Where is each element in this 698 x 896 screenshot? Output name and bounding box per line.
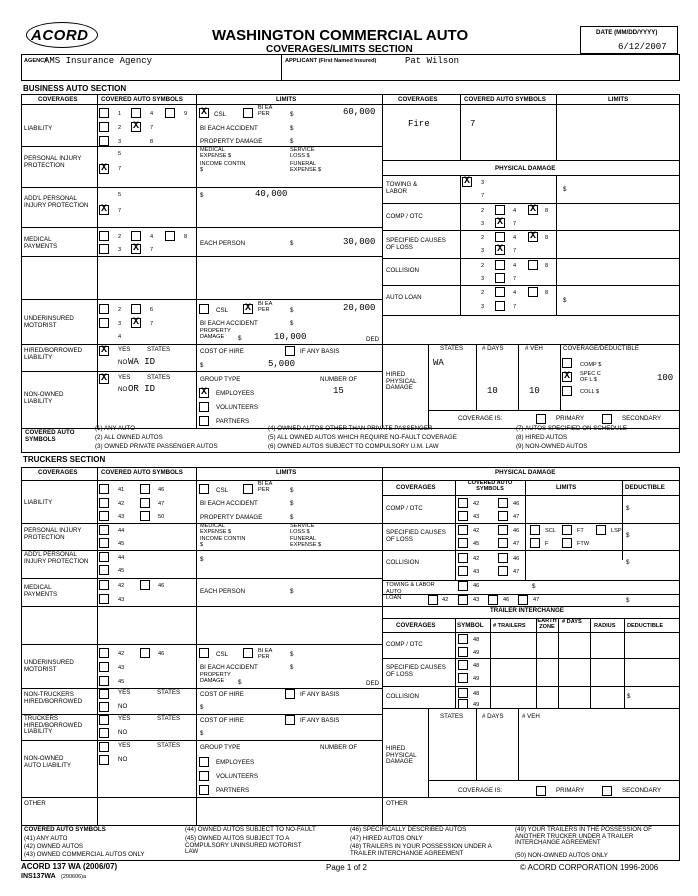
bas-legend-8: (8) HIRED AUTOS <box>516 434 568 441</box>
trk-ti-coll-48[interactable] <box>458 688 468 698</box>
bas-liab-sym-9[interactable] <box>165 108 175 118</box>
bas-legend-7: (7) AUTOS SPECIFIED ON SCHEDULE <box>516 425 627 432</box>
bas-legend-4: (4) OWNED AUTOS OTHER THAN PRIVATE PASSENGER <box>268 425 433 432</box>
bas-liab-sym-4[interactable] <box>131 108 141 118</box>
trk-legend-42: (42) OWNED AUTOS <box>24 843 84 850</box>
date-value[interactable]: 6/12/2007 <box>618 42 667 52</box>
bas-scol-sym-2[interactable] <box>495 232 505 242</box>
trk-truckers-any-basis[interactable] <box>285 715 295 725</box>
form-subtitle: COVERAGES/LIMITS SECTION <box>266 44 413 55</box>
trk-nontruck-any-basis[interactable] <box>285 689 295 699</box>
trk-bi-each-acc-label: BI EACH ACCIDENT <box>200 500 258 507</box>
trk-funeral-label: FUNERAL EXPENSE $ <box>290 536 322 548</box>
bas-liab-sym-2[interactable] <box>99 122 109 132</box>
bas-apip-label: ADD'L PERSONAL INJURY PROTECTION <box>24 195 89 209</box>
trk-legend-45: (45) OWNED AUTOS SUBJECT TO A COMPULSORY UNINSURED MOTORIST LAW <box>185 835 302 855</box>
trk-nontruck-cost-label: COST OF HIRE <box>200 691 244 698</box>
bas-legend-title: COVERED AUTO SYMBOLS <box>25 429 75 443</box>
bas-med-sym-4[interactable] <box>131 231 141 241</box>
bas-um-ded-label: DED <box>366 336 380 343</box>
trk-scol-sym-ft[interactable] <box>562 525 572 535</box>
trk-liab-sym-42[interactable] <box>99 498 109 508</box>
bas-med-sym-8[interactable] <box>165 231 175 241</box>
trk-lsp-label: LSP <box>611 528 622 534</box>
bas-towing-label: TOWING & LABOR <box>386 181 418 195</box>
trk-ti-comp-label: COMP / OTC <box>386 641 423 648</box>
bas-employees-check[interactable]: X <box>200 387 207 398</box>
trk-um-csl-label: CSL <box>216 651 229 658</box>
trk-um-sym-43[interactable] <box>99 662 109 672</box>
trk-autoloan-label: AUTO LOAN <box>386 589 402 601</box>
trk-trailer-title: TRAILER INTERCHANGE <box>490 607 564 614</box>
trk-coll-sym-43[interactable] <box>458 566 468 576</box>
trk-scol-sym-scl[interactable] <box>530 525 540 535</box>
bas-phys-damage-title: PHYSICAL DAMAGE <box>495 165 556 172</box>
bas-secondary-label: SECONDARY <box>622 415 662 422</box>
bas-hpd-comp-label: COMP $ <box>580 362 602 368</box>
trk-phys-damage-title: PHYSICAL DAMAGE <box>495 469 556 476</box>
bas-col-symbols: COVERED AUTO SYMBOLS <box>101 96 183 103</box>
trk-nonowned-label: NON-OWNED AUTO LIABILITY <box>24 755 71 769</box>
trk-um-sym-42[interactable] <box>99 648 109 658</box>
trk-ftw-label: FTW <box>577 541 590 547</box>
bas-um-bi-ea[interactable]: X <box>244 303 251 314</box>
bas-medpay-limit[interactable]: 30,000 <box>343 237 376 247</box>
trk-col-symbols: COVERED AUTO SYMBOLS <box>101 469 183 476</box>
trk-ti-scol-48[interactable] <box>458 660 468 670</box>
bas-volunteers-label: VOLUNTEERS <box>216 404 258 411</box>
trk-loan-sym-43[interactable] <box>458 595 468 605</box>
bas-primary-check[interactable] <box>536 414 546 424</box>
bas-coll-sym-7[interactable] <box>495 273 505 283</box>
bas-income-label: INCOME CONTIN $ <box>200 161 246 173</box>
bas-hpd-veh-label: # VEH <box>525 345 543 352</box>
bas-hpd-scol-check[interactable]: X <box>563 371 570 382</box>
trk-each-person-label: EACH PERSON <box>200 588 246 595</box>
trk-truckers-no-label: NO <box>118 729 128 736</box>
bas-nonowned-label: NON-OWNED LIABILITY <box>24 391 64 405</box>
trk-um-label: UNDERINSURED MOTORIST <box>24 659 74 673</box>
trk-truckers-states-label: STATES <box>157 715 181 722</box>
footer-form-id: ACORD 137 WA (2006/07) <box>21 862 118 871</box>
trk-income-label: INCOME CONTIN $ <box>200 536 246 548</box>
bas-hired-yes[interactable]: X <box>100 345 107 356</box>
trk-truckers-yes-label: YES <box>118 715 131 722</box>
trk-bi-ea-per-label: BI EA PER <box>258 481 272 493</box>
bas-pip-label: PERSONAL INJURY PROTECTION <box>24 155 82 169</box>
trk-cov-is-label: COVERAGE IS: <box>458 787 503 794</box>
bas-comp-label: COMP / OTC <box>386 213 423 220</box>
trk-legend-title: COVERED AUTO SYMBOLS <box>24 826 106 833</box>
trk-nontruck-states-label: STATES <box>157 689 181 696</box>
bas-partners-label: PARTNERS <box>216 418 250 425</box>
bas-legend-3: (3) OWNED PRIVATE PASSENGER AUTOS <box>95 443 218 450</box>
acord-logo-text: ACORD <box>31 27 89 44</box>
bas-autoloan-label: AUTO LOAN <box>386 294 422 301</box>
bas-loan-sym-8[interactable] <box>528 287 538 297</box>
trk-apip-sym-44[interactable] <box>99 552 109 562</box>
trk-um-bi-each-acc-label: BI EACH ACCIDENT <box>200 664 258 671</box>
bas-loan-sym-7[interactable] <box>495 301 505 311</box>
bas-medpay-label: MEDICAL PAYMENTS <box>24 236 58 250</box>
agency-value[interactable]: AMS Insurance Agency <box>44 56 153 66</box>
trk-comp-sym-42[interactable] <box>458 498 468 508</box>
bas-hpd-state[interactable]: WA <box>433 358 444 368</box>
bas-service-label: SERVICE LOSS $ <box>290 147 315 159</box>
bas-group-type-label: GROUP TYPE <box>200 376 241 383</box>
trk-ti-col-trailers: # TRAILERS <box>493 623 526 629</box>
trk-liab-sym-46[interactable] <box>140 484 150 494</box>
date-label: DATE (MM/DD/YYYY) <box>596 29 658 36</box>
trk-ti-scol-49[interactable] <box>458 673 468 683</box>
bas-liab-sym-3[interactable] <box>99 136 109 146</box>
bas-other-coverage[interactable]: Fire <box>408 119 430 129</box>
trk-pd-col-limits: LIMITS <box>556 484 577 491</box>
trk-medpay-label: MEDICAL PAYMENTS <box>24 584 58 598</box>
trk-truckers-yes[interactable] <box>99 715 109 725</box>
trk-legend-46: (46) SPECIFICALLY DESCRIBED AUTOS <box>350 826 467 833</box>
trk-med-sym-43[interactable] <box>99 594 109 604</box>
bas-coll-sym-2[interactable] <box>495 260 505 270</box>
bas-med-sym-3[interactable] <box>99 244 109 254</box>
trk-med-exp-label: MEDICAL EXPENSE $ <box>200 523 232 535</box>
bas-hpd-label: HIRED PHYSICAL DAMAGE <box>386 371 417 391</box>
trk-pd-label: PROPERTY DAMAGE <box>200 514 263 521</box>
bas-r-col-coverages: COVERAGES <box>398 96 438 103</box>
bas-liability-label: LIABILITY <box>24 125 53 132</box>
trk-nontruck-label: NON-TRUCKERS HIRED/BORROWED <box>24 691 83 705</box>
bas-comp-sym-2[interactable] <box>495 205 505 215</box>
trk-nontruck-any-basis-label: IF ANY BASIS <box>300 691 340 698</box>
trk-f-label: F <box>545 541 549 547</box>
bas-any-basis-check[interactable] <box>285 346 295 356</box>
trk-nontruck-no-label: NO <box>118 703 128 710</box>
trk-loan-sym-47[interactable] <box>518 595 528 605</box>
trk-ft-label: FT <box>577 528 584 534</box>
trk-ti-col-coverages: COVERAGES <box>396 622 436 629</box>
trk-nontruck-no[interactable] <box>99 702 109 712</box>
trk-nonowned-yes-label: YES <box>118 742 131 749</box>
bas-apip-sym-7[interactable]: X <box>100 204 107 215</box>
trk-primary-label: PRIMARY <box>556 787 585 794</box>
footer-copyright: © ACORD CORPORATION 1996-2006 <box>520 863 659 872</box>
trk-ti-col-earth-zone: EARTH ZONE <box>537 618 557 630</box>
trk-scol-label: SPECIFIED CAUSES OF LOSS <box>386 529 446 543</box>
bas-um-sym-6[interactable] <box>131 304 141 314</box>
trk-towing-label: TOWING & LABOR <box>386 582 435 588</box>
bas-hired-states-label: STATES <box>147 346 171 353</box>
applicant-value[interactable]: Pat Wilson <box>405 56 460 66</box>
bas-comp-sym-7[interactable]: X <box>496 217 503 228</box>
bas-nonowned-states[interactable]: OR ID <box>128 384 156 394</box>
trk-hpd-states-label: STATES <box>440 713 464 720</box>
trk-hpd-veh-label: # VEH <box>522 713 540 720</box>
trk-liability-label: LIABILITY <box>24 499 53 506</box>
bas-scol-label: SPECIFIED CAUSES OF LOSS <box>386 237 446 251</box>
bas-primary-label: PRIMARY <box>556 415 585 422</box>
trk-pd-col-deductible: DEDUCTIBLE <box>625 484 665 491</box>
trk-nonowned-yes[interactable] <box>99 742 109 752</box>
form-title: WASHINGTON COMMERCIAL AUTO <box>212 27 469 44</box>
trk-volunteers-check[interactable] <box>199 771 209 781</box>
trk-scol-sym-46[interactable] <box>498 525 508 535</box>
trk-um-ded-label: DED <box>366 680 380 687</box>
trk-comp-sym-43[interactable] <box>458 511 468 521</box>
trk-nontruck-yes-label: YES <box>118 689 131 696</box>
bas-hpd-ded[interactable]: 100 <box>657 373 674 383</box>
bas-comp-sym-8[interactable]: X <box>529 204 536 215</box>
bas-secondary-check[interactable] <box>602 414 612 424</box>
trk-secondary-check[interactable] <box>602 786 612 796</box>
bas-um-sym-3[interactable] <box>99 318 109 328</box>
bas-scol-sym-8[interactable]: X <box>529 231 536 242</box>
bas-hired-label: HIRED/BORROWED LIABILITY <box>24 347 83 361</box>
bas-hired-limit[interactable]: 5,000 <box>268 359 296 369</box>
bas-r-col-symbols: COVERED AUTO SYMBOLS <box>464 96 546 103</box>
trk-legend-48: (48) TRAILERS IN YOUR POSSESSION UNDER A TRAILER INTERCHANGE AGREEMENT <box>350 843 492 857</box>
bas-hpd-comp-check[interactable] <box>562 358 572 368</box>
bas-hired-states[interactable]: WA ID <box>128 357 156 367</box>
truckers-title: TRUCKERS SECTION <box>23 455 106 464</box>
bas-um-csl[interactable] <box>199 304 209 314</box>
bas-collision-label: COLLISION <box>386 267 420 274</box>
trk-legend-43: (43) OWNED COMMERCIAL AUTOS ONLY <box>24 851 145 858</box>
trk-col-coverages: COVERAGES <box>38 469 78 476</box>
bas-um-limit[interactable]: 20,000 <box>343 303 376 313</box>
trk-liab-sym-47[interactable] <box>140 498 150 508</box>
trk-collision-label: COLLISION <box>386 559 420 566</box>
trk-liab-bi-ea[interactable] <box>243 484 253 494</box>
trk-legend-41: (41) ANY AUTO <box>24 835 68 842</box>
bas-liab-sym-7[interactable]: X <box>132 121 139 132</box>
bas-um-csl-label: CSL <box>216 307 229 314</box>
bas-loan-sym-2[interactable] <box>495 287 505 297</box>
bas-col-coverages: COVERAGES <box>38 96 78 103</box>
truckers-grid <box>21 467 680 861</box>
bas-hpd-coll-label: COLL $ <box>580 389 600 395</box>
trk-hpd-days-label: # DAYS <box>482 713 504 720</box>
trk-scol-sym-lsp[interactable] <box>596 525 606 535</box>
trk-loan-sym-46[interactable] <box>488 595 498 605</box>
bas-hired-yes-label: YES <box>118 346 131 353</box>
bas-um-label: UNDERINSURED MOTORIST <box>24 315 74 329</box>
trk-um-pd-label: PROPERTY DAMAGE <box>200 672 231 684</box>
trk-legend-49: (49) YOUR TRAILERS IN THE POSSESSION OF ANOTHER TRUCKER UNDER A TRAILER INTERCHANGE AGREEMENT <box>515 826 652 846</box>
bas-hpd-states-label: STATES <box>440 345 464 352</box>
trk-um-sym-45[interactable] <box>99 676 109 686</box>
bas-um-sym-2[interactable] <box>99 304 109 314</box>
bas-liab-csl[interactable]: X <box>200 107 207 118</box>
trk-med-sym-42[interactable] <box>99 580 109 590</box>
trk-legend-50: (50) NON-OWNED AUTOS ONLY <box>515 852 608 859</box>
trk-loan-sym-42[interactable] <box>428 595 438 605</box>
bas-col-limits: LIMITS <box>276 96 297 103</box>
footer-ins-code: INS137WA <box>21 873 56 880</box>
trk-um-bi-ea-per-label: BI EA PER <box>258 648 272 660</box>
trk-ti-col-days: # DAYS <box>562 619 582 625</box>
trk-med-sym-46[interactable] <box>140 580 150 590</box>
trk-um-bi-ea[interactable] <box>243 648 253 658</box>
trk-volunteers-label: VOLUNTEERS <box>216 773 258 780</box>
trk-apip-sym-45[interactable] <box>99 565 109 575</box>
bas-partners-check[interactable] <box>199 416 209 426</box>
trk-ti-col-deductible: DEDUCTIBLE <box>627 623 664 629</box>
trk-employees-check[interactable] <box>199 757 209 767</box>
bas-med-sym-2[interactable] <box>99 231 109 241</box>
bas-coll-sym-8[interactable] <box>528 260 538 270</box>
bas-nonowned-no-label: NO <box>118 386 128 393</box>
trk-employees-label: EMPLOYEES <box>216 759 255 766</box>
trk-um-csl[interactable] <box>199 648 209 658</box>
trk-col-limits: LIMITS <box>276 469 297 476</box>
bas-legend-1: (1) ANY AUTO <box>95 425 136 432</box>
trk-liab-sym-41[interactable] <box>99 484 109 494</box>
trk-service-label: SERVICE LOSS $ <box>290 523 315 535</box>
business-auto-title: BUSINESS AUTO SECTION <box>23 84 127 93</box>
bas-um-bi-ea-per-label: BI EA PER <box>258 301 272 313</box>
bas-um-sym-7[interactable]: X <box>132 317 139 328</box>
bas-hired-no-label: NO <box>118 359 128 366</box>
bas-employees-number[interactable]: 15 <box>333 386 344 396</box>
trk-legend-44: (44) OWNED AUTOS SUBJECT TO NO-FAULT <box>185 826 316 833</box>
trk-number-of-label: NUMBER OF <box>320 744 358 751</box>
trk-pip-sym-44[interactable] <box>99 525 109 535</box>
bas-liab-limit[interactable]: 60,000 <box>343 107 376 117</box>
bas-med-exp-label: MEDICAL EXPENSE $ <box>200 147 232 159</box>
trk-liab-sym-43[interactable] <box>99 511 109 521</box>
trk-scol-sym-47[interactable] <box>498 538 508 548</box>
bas-nonowned-yes[interactable]: X <box>100 373 107 384</box>
trk-csl-label: CSL <box>216 487 229 494</box>
bas-um-pd-label: PROPERTY DAMAGE <box>200 328 231 340</box>
trk-ti-col-symbol: SYMBOL <box>457 622 484 629</box>
trk-hpd-label: HIRED PHYSICAL DAMAGE <box>386 745 417 765</box>
bas-pd-label: PROPERTY DAMAGE <box>200 138 263 145</box>
trk-ti-collision-label: COLLISION <box>386 693 420 700</box>
bas-um-bi-each-acc-label: BI EACH ACCIDENT <box>200 320 258 327</box>
trk-nonowned-no[interactable] <box>99 755 109 765</box>
trk-truckers-cost-label: COST OF HIRE <box>200 717 244 724</box>
bas-um-pd-value[interactable]: 10,000 <box>274 332 307 342</box>
trk-ti-comp-49[interactable] <box>458 647 468 657</box>
trk-truckers-no[interactable] <box>99 728 109 738</box>
trk-nontruck-yes[interactable] <box>99 689 109 699</box>
trk-secondary-label: SECONDARY <box>622 787 662 794</box>
trk-coll-sym-47[interactable] <box>498 566 508 576</box>
trk-ti-comp-48[interactable] <box>458 634 468 644</box>
bas-hpd-veh[interactable]: 10 <box>529 386 540 396</box>
footer-ins-date: (200606)a <box>61 874 87 880</box>
bas-med-sym-7[interactable]: X <box>132 243 139 254</box>
trk-pd-other-label: OTHER <box>386 800 408 807</box>
bas-apip-limit[interactable]: 40,000 <box>255 189 288 199</box>
trk-apip-label: ADD'L PERSONAL INJURY PROTECTION <box>24 551 89 565</box>
trk-group-type-label: GROUP TYPE <box>200 744 241 751</box>
trk-coll-sym-42[interactable] <box>458 553 468 563</box>
trk-coll-sym-46[interactable] <box>498 553 508 563</box>
bas-hpd-scol-label: SPEC C OF L $ <box>580 371 601 383</box>
trk-tow-sym-46[interactable] <box>458 581 468 591</box>
bas-employees-label: EMPLOYEES <box>216 390 255 397</box>
trk-um-sym-46[interactable] <box>140 648 150 658</box>
bas-cost-hire-label: COST OF HIRE <box>200 348 244 355</box>
bas-nonowned-yes-label: YES <box>118 374 131 381</box>
bas-legend-5: (5) ALL OWNED AUTOS WHICH REQUIRE NO-FAULT COVERAGE <box>268 434 457 441</box>
trk-ti-col-radius: RADIUS <box>594 623 616 629</box>
trk-partners-check[interactable] <box>199 785 209 795</box>
bas-funeral-label: FUNERAL EXPENSE $ <box>290 161 322 173</box>
bas-hpd-coll-check[interactable] <box>562 386 572 396</box>
trk-liab-sym-50[interactable] <box>140 511 150 521</box>
bas-hpd-cov-ded-label: COVERAGE/DEDUCTIBLE <box>563 345 639 352</box>
trk-pip-sym-45[interactable] <box>99 538 109 548</box>
trk-legend-47: (47) HIRED AUTOS ONLY <box>350 835 423 842</box>
trk-ti-coll-49[interactable] <box>458 699 468 709</box>
bas-other-symbol[interactable]: 7 <box>470 119 476 129</box>
trk-pip-label: PERSONAL INJURY PROTECTION <box>24 527 82 541</box>
trk-truckers-label: TRUCKERS HIRED/BORROWED LIABILITY <box>24 715 83 735</box>
trk-partners-label: PARTNERS <box>216 787 250 794</box>
bas-bi-ea-per-label: BI EA PER <box>258 105 272 117</box>
bas-legend-9: (9) NON-OWNED AUTOS <box>516 443 588 450</box>
bas-liab-sym-1[interactable] <box>99 108 109 118</box>
bas-any-basis-label: IF ANY BASIS <box>300 348 340 355</box>
trk-comp-label: COMP / OTC <box>386 505 423 512</box>
bas-towing-sym-3[interactable]: X <box>463 176 470 187</box>
bas-csl-label: CSL <box>214 111 227 118</box>
trk-pd-col-symbols: COVERED AUTO SYMBOLS <box>467 480 513 492</box>
bas-legend-2: (2) ALL OWNED AUTOS <box>95 434 163 441</box>
bas-nonowned-states-label: STATES <box>147 374 171 381</box>
trk-scol-sym-45[interactable] <box>458 538 468 548</box>
business-auto-grid <box>21 94 680 453</box>
applicant-label: APPLICANT (First Named Insured) <box>285 58 377 64</box>
trk-other-label: OTHER <box>24 800 46 807</box>
bas-cov-is-label: COVERAGE IS: <box>458 415 503 422</box>
trk-scol-sym-ftw[interactable] <box>562 538 572 548</box>
bas-hpd-days[interactable]: 10 <box>487 386 498 396</box>
trk-truckers-any-basis-label: IF ANY BASIS <box>300 717 340 724</box>
trk-liab-csl[interactable] <box>199 484 209 494</box>
bas-volunteers-check[interactable] <box>199 402 209 412</box>
bas-hpd-days-label: # DAYS <box>482 345 504 352</box>
trk-nonowned-no-label: NO <box>118 756 128 763</box>
bas-pip-sym-7[interactable]: X <box>100 163 107 174</box>
trk-primary-check[interactable] <box>536 786 546 796</box>
bas-bi-each-acc-label: BI EACH ACCIDENT <box>200 125 258 132</box>
agency-label: AGENCY <box>24 58 48 64</box>
footer-page: Page 1 of 2 <box>326 863 367 872</box>
bas-legend-6: (6) OWNED AUTOS SUBJECT TO COMPULSORY U.M. LAW <box>268 443 439 450</box>
bas-number-of-label: NUMBER OF <box>320 376 358 383</box>
trk-ti-scol-label: SPECIFIED CAUSES OF LOSS <box>386 664 446 678</box>
trk-scol-sym-f[interactable] <box>530 538 540 548</box>
trk-comp-sym-46[interactable] <box>498 498 508 508</box>
bas-r-col-limits: LIMITS <box>608 96 629 103</box>
bas-liab-bi-ea[interactable] <box>243 108 253 118</box>
trk-comp-sym-47[interactable] <box>498 511 508 521</box>
bas-each-person-label: EACH PERSON <box>200 240 246 247</box>
bas-scol-sym-7[interactable]: X <box>496 244 503 255</box>
trk-pd-col-coverages: COVERAGES <box>396 484 436 491</box>
trk-nonowned-states-label: STATES <box>157 742 181 749</box>
trk-scol-sym-42[interactable] <box>458 525 468 535</box>
